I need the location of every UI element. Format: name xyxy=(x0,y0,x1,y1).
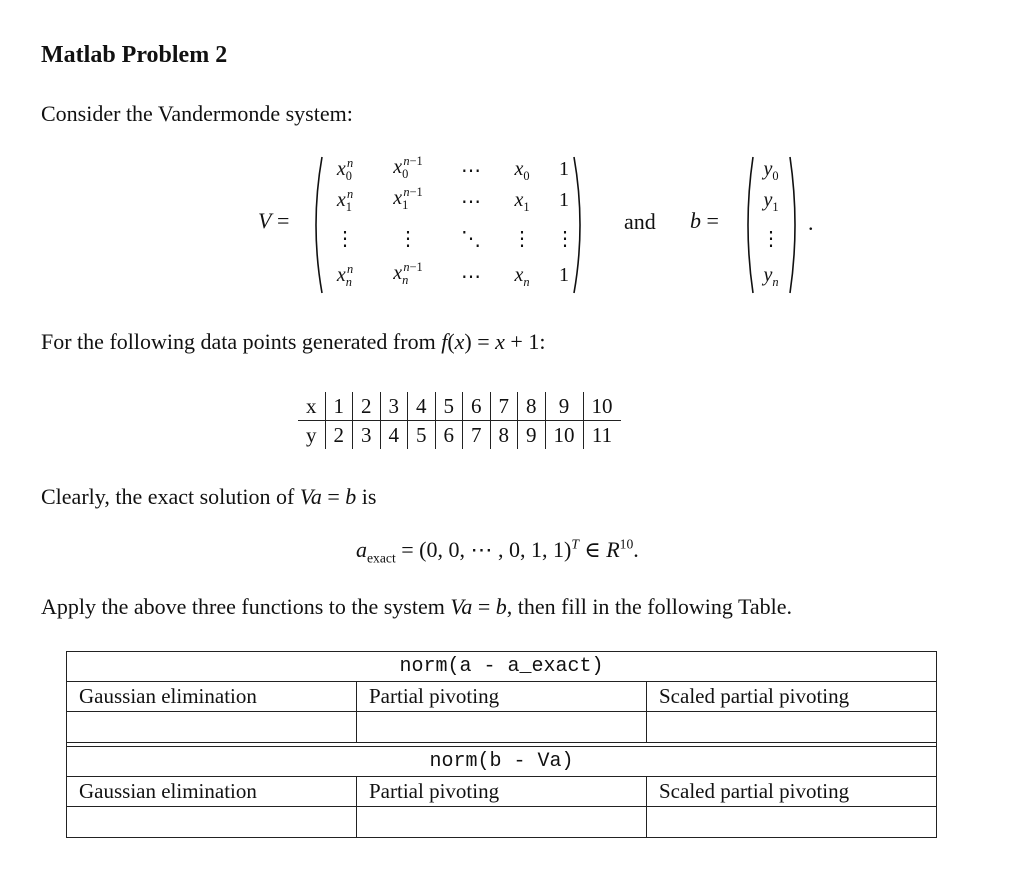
matrix-left-paren xyxy=(308,155,324,295)
table-row xyxy=(67,712,937,743)
data-intro-text: For the following data points generated from f(x) = x + 1: xyxy=(41,329,546,354)
matrix-cell: $x_1$ xyxy=(514,189,530,214)
y-value-cell: 5 xyxy=(408,421,436,450)
answer-cell-partial-a[interactable] xyxy=(357,712,647,743)
matrix-cell: ⋯ xyxy=(461,191,481,213)
vector-cell: $y_1$ xyxy=(763,189,779,214)
matrix-cell: 1 xyxy=(559,189,569,211)
x-value-cell: 7 xyxy=(490,392,518,421)
matrix-cell: $x_0$ xyxy=(514,158,530,183)
column-partial-pivoting: Partial pivoting xyxy=(357,682,647,712)
exact-solution-formula: $a_{exact} = (0$, 0, ⋯ , 0, 1, 1)$^T$ ∈ $R^{10}$. xyxy=(356,536,639,566)
column-gaussian-elimination: Gaussian elimination xyxy=(67,682,357,712)
matrix-cell: ⋮ xyxy=(555,228,575,250)
y-value-cell: 2 xyxy=(325,421,353,450)
y-row-label: y xyxy=(306,423,317,447)
table-row xyxy=(298,421,621,450)
y-value-cell: 11 xyxy=(583,421,621,450)
matrix-cell: ⋯ xyxy=(461,266,481,288)
y-value-cell: 6 xyxy=(435,421,463,450)
x-value-cell: 10 xyxy=(583,392,621,421)
y-value-cell: 4 xyxy=(380,421,408,450)
y-value-cell: 9 xyxy=(518,421,546,450)
matrix-cell: $x_0^n$ xyxy=(336,156,354,183)
matrix-cell: $x_1^n$ xyxy=(336,187,354,214)
x-value-cell: 4 xyxy=(408,392,436,421)
matrix-cell: 1 xyxy=(559,158,569,180)
matrix-cell: ⋮ xyxy=(335,228,355,250)
equation-period: . xyxy=(808,210,814,235)
exact-solution-text: Clearly, the exact solution of Va = b is xyxy=(41,484,377,509)
table-row xyxy=(298,392,621,421)
table-row xyxy=(67,682,937,712)
section-header-norm-b: norm(b - Va) xyxy=(67,747,937,777)
matrix-cell: $x_0^{n-1}$ xyxy=(393,154,423,181)
answer-cell-partial-b[interactable] xyxy=(357,807,647,838)
y-value-cell: 8 xyxy=(490,421,518,450)
matrix-cell: ⋮ xyxy=(512,228,532,250)
data-points-table xyxy=(298,392,621,449)
results-table xyxy=(66,651,937,838)
x-value-cell: 6 xyxy=(463,392,491,421)
vector-right-paren xyxy=(788,155,802,295)
answer-cell-gaussian-a[interactable] xyxy=(67,712,357,743)
x-value-cell: 8 xyxy=(518,392,546,421)
section-header-norm-a: norm(a - a_exact) xyxy=(67,652,937,682)
intro-text: Consider the Vandermonde system: xyxy=(41,101,353,126)
answer-cell-scaled-a[interactable] xyxy=(647,712,937,743)
x-value-cell: 3 xyxy=(380,392,408,421)
x-value-cell: 2 xyxy=(353,392,381,421)
table-row xyxy=(67,747,937,777)
table-row xyxy=(67,652,937,682)
vector-lhs: b = xyxy=(690,208,719,233)
matrix-cell: $x_1^{n-1}$ xyxy=(393,185,423,212)
page-title: Matlab Problem 2 xyxy=(41,42,228,68)
y-value-cell: 7 xyxy=(463,421,491,450)
vector-cell: ⋮ xyxy=(761,228,781,250)
x-value-cell: 9 xyxy=(545,392,583,421)
matrix-cell: $x_n$ xyxy=(514,264,530,289)
column-scaled-partial-pivoting: Scaled partial pivoting xyxy=(647,682,937,712)
matrix-cell: ⋮ xyxy=(398,228,418,250)
vector-cell: $y_0$ xyxy=(763,158,779,183)
matrix-cell: ⋱ xyxy=(461,228,481,250)
matrix-lhs: V = xyxy=(258,208,290,233)
table-row xyxy=(67,807,937,838)
answer-cell-scaled-b[interactable] xyxy=(647,807,937,838)
matrix-cell: 1 xyxy=(559,264,569,286)
column-partial-pivoting: Partial pivoting xyxy=(357,777,647,807)
y-value-cell: 3 xyxy=(353,421,381,450)
answer-cell-gaussian-b[interactable] xyxy=(67,807,357,838)
and-word: and xyxy=(624,209,656,234)
matrix-cell: ⋯ xyxy=(461,160,481,182)
x-value-cell: 5 xyxy=(435,392,463,421)
column-scaled-partial-pivoting: Scaled partial pivoting xyxy=(647,777,937,807)
column-gaussian-elimination: Gaussian elimination xyxy=(67,777,357,807)
x-value-cell: 1 xyxy=(325,392,353,421)
matrix-right-paren xyxy=(572,155,588,295)
matrix-cell: $x_n^n$ xyxy=(336,262,354,289)
x-row-label: x xyxy=(298,392,325,421)
table-row xyxy=(67,777,937,807)
vector-left-paren xyxy=(741,155,755,295)
matrix-cell: $x_n^{n-1}$ xyxy=(393,260,423,287)
y-value-cell: 10 xyxy=(545,421,583,450)
vector-cell: $y_n$ xyxy=(763,264,779,289)
instruction-text: Apply the above three functions to the system Va = b, then fill in the following Table. xyxy=(41,594,793,619)
